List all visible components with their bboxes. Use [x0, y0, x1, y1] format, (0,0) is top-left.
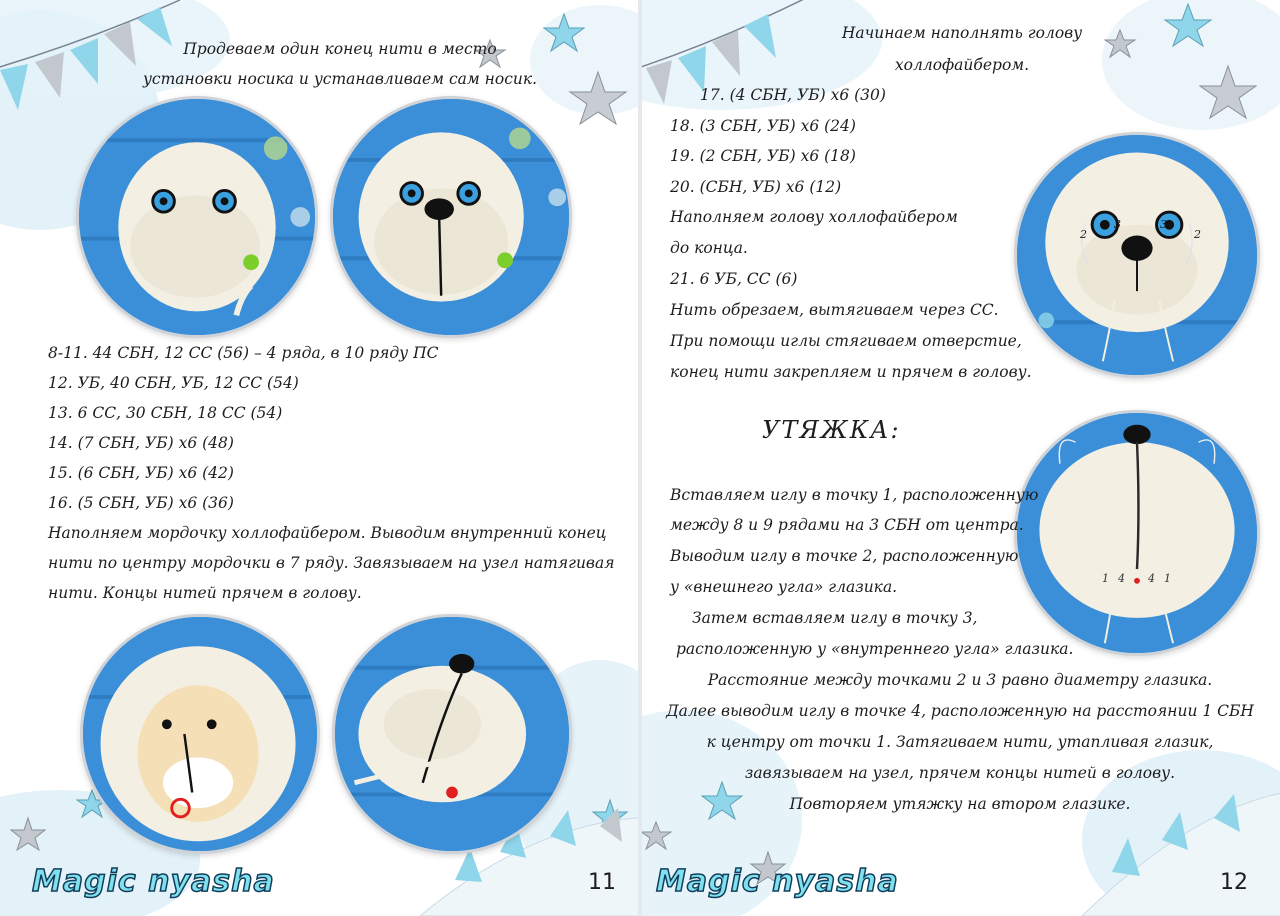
step-line-1: Вставляем иглу в точку 1, расположенную: [670, 486, 1039, 504]
point-label-3-left: 3: [1114, 218, 1121, 231]
row-18: 18. (3 СБН, УБ) х6 (24): [670, 117, 856, 135]
row-16: 16. (5 СБН, УБ) х6 (36): [48, 494, 234, 512]
paragraph-line-2: нити по центру мордочки в 7 ряду. Завязываем на узел натягивая: [48, 554, 615, 572]
finish-line-1: Нить обрезаем, вытягиваем через СС.: [670, 301, 999, 319]
row-8-11: 8-11. 44 СБН, 12 СС (56) – 4 ряда, в 10 ряду ПС: [48, 344, 439, 362]
step-line-7: Расстояние между точками 2 и 3 равно диаметру глазика.: [707, 671, 1213, 689]
step-line-6: расположенную у «внутреннего угла» глазика.: [676, 640, 1074, 658]
toy-seal-photo: [335, 617, 569, 851]
brand-logo: Magic nyasha: [32, 864, 275, 899]
finish-line-2: При помощи иглы стягиваем отверстие,: [670, 332, 1022, 350]
fill-line-1: Наполняем голову холлофайбером: [670, 208, 958, 226]
step-line-2: между 8 и 9 рядами на 3 СБН от центра.: [670, 516, 1024, 534]
photo-muzzle-eyes: [76, 96, 318, 338]
intro-line-2: холлофайбером.: [894, 56, 1030, 74]
step-line-8: Далее выводим иглу в точке 4, расположенную на расстоянии 1 СБН: [666, 702, 1254, 720]
paragraph-line-1: Наполняем мордочку холлофайбером. Выводим внутренний конец: [48, 524, 607, 542]
point-label-4-left: 4: [1118, 572, 1125, 585]
page-number: 12: [1220, 870, 1248, 895]
toy-seal-photo: [1017, 413, 1257, 653]
row-14: 14. (7 СБН, УБ) х6 (48): [48, 434, 234, 452]
fill-line-2: до конца.: [670, 239, 748, 257]
intro-line-1: Продеваем один конец нити в место: [183, 40, 497, 58]
page-11: [0, 0, 638, 916]
step-line-9: к центру от точки 1. Затягиваем нити, утапливая глазик,: [706, 733, 1214, 751]
step-line-4: у «внешнего угла» глазика.: [670, 578, 898, 596]
row-15: 15. (6 СБН, УБ) х6 (42): [48, 464, 234, 482]
step-line-5: Затем вставляем иглу в точку 3,: [692, 609, 978, 627]
step-line-3: Выводим иглу в точке 2, расположенную: [670, 547, 1019, 565]
row-13: 13. 6 СС, 30 СБН, 18 СС (54): [48, 404, 283, 422]
point-label-2-left: 2: [1080, 228, 1087, 241]
photo-muzzle-inside: [80, 614, 320, 854]
point-label-1-left: 1: [1102, 572, 1109, 585]
photo-muzzle-side: [332, 614, 572, 854]
point-label-2-right: 2: [1194, 228, 1201, 241]
paragraph-line-3: нити. Концы нитей прячем в голову.: [48, 584, 362, 602]
row-21: 21. 6 УБ, СС (6): [670, 270, 798, 288]
point-label-1-right: 1: [1164, 572, 1171, 585]
row-19: 19. (2 СБН, УБ) х6 (18): [670, 147, 856, 165]
toy-seal-photo: [79, 99, 315, 335]
step-line-10: завязываем на узел, прячем концы нитей в голову.: [744, 764, 1176, 782]
photo-muzzle-nose: [330, 96, 572, 338]
toy-seal-photo: [333, 99, 569, 335]
page-number: 11: [588, 870, 616, 895]
finish-line-3: конец нити закрепляем и прячем в голову.: [670, 363, 1032, 381]
point-label-3-right: 3: [1160, 218, 1167, 231]
intro-line-1: Начинаем наполнять голову: [841, 24, 1083, 42]
brand-logo: Magic nyasha: [656, 864, 899, 899]
photo-face-points: [1014, 132, 1260, 378]
step-line-11: Повторяем утяжку на втором глазике.: [789, 795, 1131, 813]
point-label-4-right: 4: [1148, 572, 1155, 585]
row-20: 20. (СБН, УБ) х6 (12): [670, 178, 842, 196]
section-heading: УТЯЖКА:: [762, 416, 901, 444]
photo-muzzle-points: [1014, 410, 1260, 656]
page-12: [642, 0, 1280, 916]
row-17: 17. (4 СБН, УБ) х6 (30): [700, 86, 886, 104]
toy-seal-photo: [83, 617, 317, 851]
toy-seal-photo: [1017, 135, 1257, 375]
row-12: 12. УБ, 40 СБН, УБ, 12 СС (54): [48, 374, 299, 392]
intro-line-2: установки носика и устанавливаем сам носик.: [142, 70, 538, 88]
